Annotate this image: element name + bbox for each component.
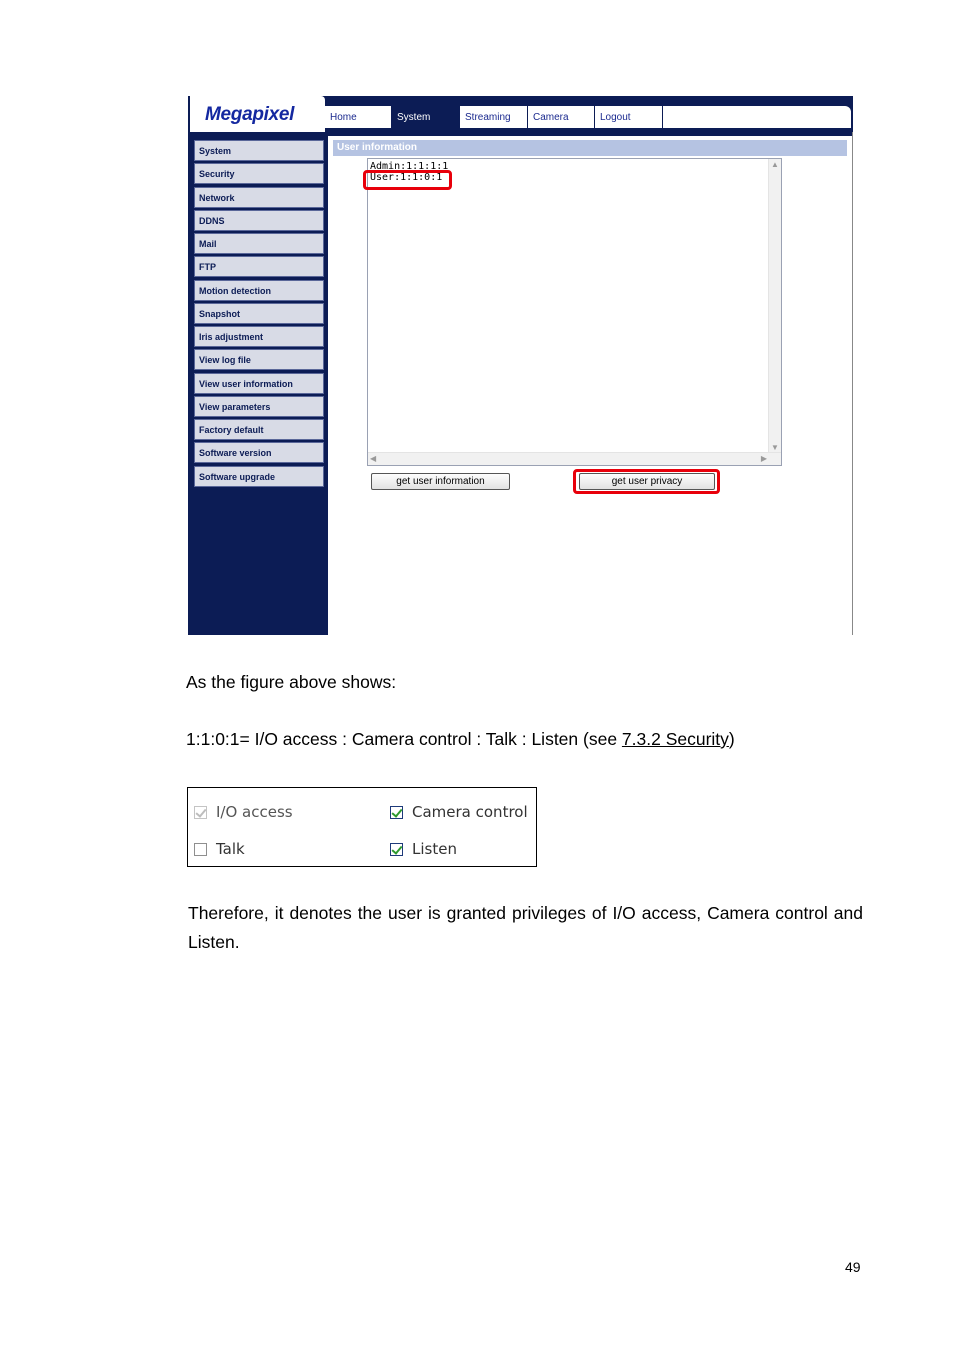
- privilege-legend: [186, 729, 735, 750]
- get-user-information-button[interactable]: get user information: [371, 473, 510, 490]
- conclusion-paragraph: Therefore, it denotes the user is granted privileges of I/O access, Camera control and Listen.: [188, 903, 863, 952]
- sidebar-item-ddns[interactable]: DDNS: [194, 210, 324, 231]
- sidebar-menu: [194, 140, 324, 489]
- content-panel: [328, 136, 852, 635]
- permission-talk: [194, 840, 245, 858]
- highlight-privacy-button: [573, 469, 720, 494]
- horizontal-scrollbar[interactable]: [368, 452, 781, 465]
- sidebar-item-iris-adjustment[interactable]: Iris adjustment: [194, 326, 324, 347]
- sidebar-item-view-parameters[interactable]: View parameters: [194, 396, 324, 417]
- scroll-down-icon[interactable]: ▼: [771, 443, 779, 452]
- talk-label: Talk: [216, 840, 245, 858]
- get-user-privacy-button[interactable]: get user privacy: [579, 473, 715, 490]
- tab-system[interactable]: System: [392, 106, 460, 128]
- io-access-checkbox: [194, 806, 207, 819]
- tab-camera[interactable]: Camera: [528, 106, 595, 128]
- legend-suffix: ): [728, 729, 735, 749]
- scroll-up-icon[interactable]: ▲: [771, 160, 779, 169]
- sidebar-item-security[interactable]: Security: [194, 163, 324, 184]
- logo-area: [190, 96, 325, 132]
- camera-web-ui-screenshot: [188, 96, 853, 635]
- top-navigation: [325, 106, 851, 128]
- camera-control-label: Camera control: [412, 803, 528, 821]
- permission-camera-control: [390, 803, 528, 821]
- legend-prefix: 1:1:0:1= I/O access : Camera control : Talk : Listen (see: [186, 729, 622, 749]
- sidebar-item-ftp[interactable]: FTP: [194, 256, 324, 277]
- sidebar-item-view-user-information[interactable]: View user information: [194, 373, 324, 394]
- content-title: User information: [333, 140, 847, 156]
- brand-logo: Megapixel: [205, 104, 295, 125]
- permission-listen: [390, 840, 457, 858]
- ui-right-border: [852, 132, 853, 635]
- page-number: 49: [845, 1259, 861, 1275]
- sidebar-item-snapshot[interactable]: Snapshot: [194, 303, 324, 324]
- sidebar-item-view-log-file[interactable]: View log file: [194, 349, 324, 370]
- sidebar-item-factory-default[interactable]: Factory default: [194, 419, 324, 440]
- textarea-line-user: User:1:1:0:1: [370, 172, 443, 183]
- sidebar-item-system[interactable]: System: [194, 140, 324, 161]
- tab-home[interactable]: Home: [325, 106, 392, 128]
- security-section-link[interactable]: 7.3.2 Security: [621, 729, 729, 749]
- figure-caption: As the figure above shows:: [186, 672, 397, 692]
- camera-control-checkbox[interactable]: [390, 806, 403, 819]
- sidebar-item-software-version[interactable]: Software version: [194, 442, 324, 463]
- scroll-left-icon[interactable]: ◀: [370, 454, 377, 463]
- sidebar-item-motion-detection[interactable]: Motion detection: [194, 280, 324, 301]
- tab-logout[interactable]: Logout: [595, 106, 663, 128]
- permissions-figure: [187, 787, 537, 867]
- highlight-user-line: [363, 170, 452, 190]
- listen-label: Listen: [412, 840, 457, 858]
- sidebar-item-software-upgrade[interactable]: Software upgrade: [194, 466, 324, 487]
- textarea-line-admin: Admin:1:1:1:1: [370, 161, 449, 172]
- sidebar-item-mail[interactable]: Mail: [194, 233, 324, 254]
- vertical-scrollbar[interactable]: [768, 159, 781, 453]
- permission-io-access: [194, 803, 293, 821]
- sidebar-item-network[interactable]: Network: [194, 187, 324, 208]
- user-info-textarea[interactable]: [367, 158, 782, 466]
- scroll-right-icon[interactable]: ▶: [760, 454, 767, 463]
- talk-checkbox[interactable]: [194, 843, 207, 856]
- io-access-label: I/O access: [216, 803, 293, 821]
- listen-checkbox[interactable]: [390, 843, 403, 856]
- tab-streaming[interactable]: Streaming: [460, 106, 528, 128]
